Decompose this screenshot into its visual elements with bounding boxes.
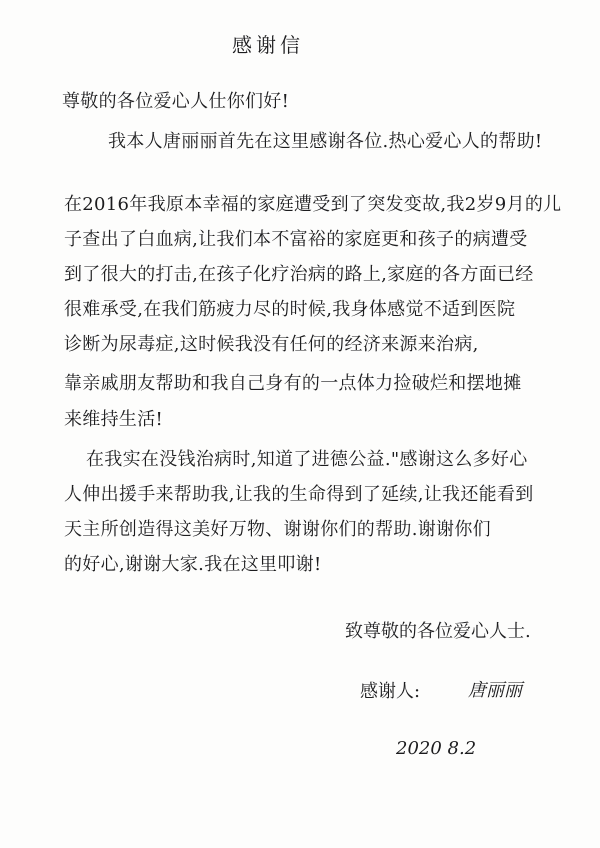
body-line: 的好心,谢谢大家.我在这里叩谢! — [64, 554, 322, 575]
body-line: 靠亲戚朋友帮助和我自己身有的一点体力捡破烂和摆地摊 — [64, 373, 522, 394]
letter-title: 感谢信 — [232, 33, 304, 57]
signer-name: 唐丽丽 — [468, 680, 522, 701]
body-line: 人伸出援手来帮助我,让我的生命得到了延续,让我还能看到 — [64, 484, 534, 505]
letter-date: 2020 8.2 — [396, 738, 477, 759]
body-line: 我本人唐丽丽首先在这里感谢各位.热心爱心人的帮助! — [108, 131, 543, 152]
body-line: 在2016年我原本幸福的家庭遭受到了突发变故,我2岁9月的儿 — [64, 194, 562, 215]
salutation-line: 尊敬的各位爱心人仕你们好! — [62, 91, 290, 112]
body-line: 天主所创造得这美好万物、谢谢你们的帮助.谢谢你们 — [64, 519, 491, 540]
body-line: 到了很大的打击,在孩子化疗治病的路上,家庭的各方面已经 — [64, 264, 534, 285]
body-line: 很难承受,在我们筋疲力尽的时候,我身体感觉不适到医院 — [64, 299, 516, 320]
body-line: 在我实在没钱治病时,知道了进德公益."感谢这么多好心 — [86, 449, 528, 470]
closing-line: 致尊敬的各位爱心人士. — [345, 621, 531, 642]
body-line: 来维持生活! — [64, 409, 164, 430]
body-line: 诊断为尿毒症,这时候我没有任何的经济来源来治病, — [64, 334, 479, 355]
signer-label: 感谢人: — [360, 681, 421, 702]
body-line: 子查出了白血病,让我们本不富裕的家庭更和孩子的病遭受 — [64, 229, 528, 250]
